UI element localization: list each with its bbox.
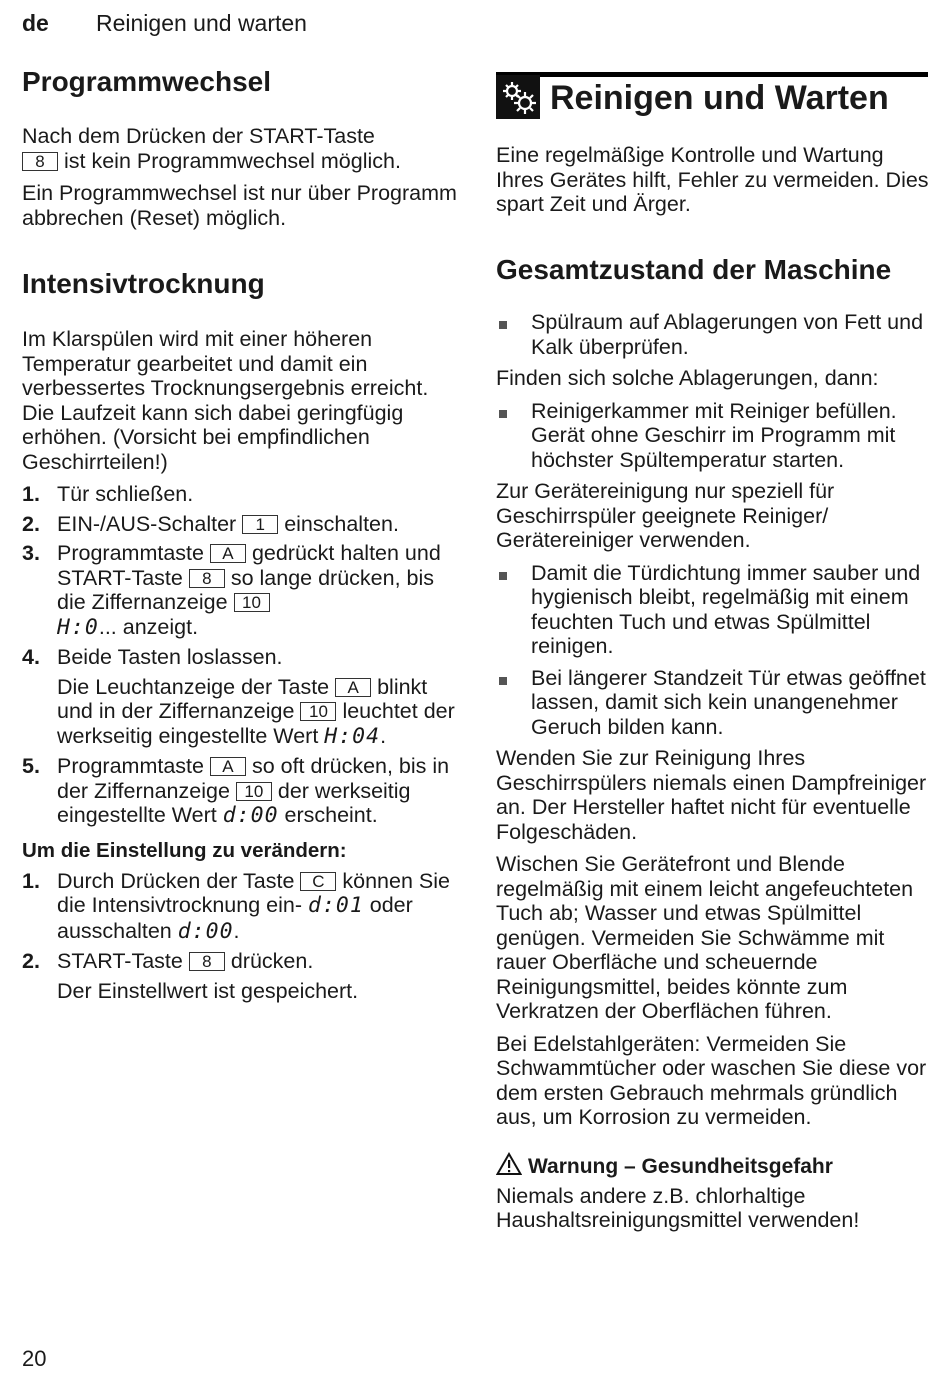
key-box: 10 [236, 782, 272, 801]
text: drücken. [230, 949, 314, 973]
key-box: A [210, 757, 246, 776]
display-code: H:04 [324, 723, 381, 749]
paragraph: Zur Gerätereinigung nur speziell für Geschirrspüler geeignete Reiniger/ Gerätereiniger verwenden. [496, 479, 835, 552]
key-box: 10 [234, 593, 270, 612]
key-box: C [300, 872, 336, 891]
text: so oft drücken, bis in der Ziffernanzeige [57, 754, 450, 803]
paragraph: Bei Edelstahlgeräten: Vermeiden Sie Schwammtücher oder waschen Sie diese vor dem ersten Gebrauch mehrmals gründlich aus, um Korrosion zu vermeiden. [496, 1031, 927, 1129]
text: der werkseitig eingestellte Wert [57, 778, 411, 827]
display-code: d:01 [308, 893, 364, 918]
list-item [22, 949, 462, 1003]
section-title-intensivtrocknung: Intensivtrocknung [22, 268, 265, 299]
text: ... anzeigt. [98, 614, 199, 639]
text: blinkt und in der Ziffernanzeige [57, 674, 428, 723]
key-box: A [210, 544, 246, 563]
bullet-icon [499, 321, 507, 329]
paragraph [22, 124, 462, 173]
step-number: 3. [22, 541, 40, 565]
change-steps-list [22, 869, 462, 1004]
gesamtzustand-body [496, 310, 936, 1241]
warning-title: Warnung – Gesundheitsgefahr [528, 1154, 833, 1178]
step-number: 1. [22, 868, 40, 893]
section-title-gesamtzustand: Gesamtzustand der Maschine [496, 254, 892, 285]
text: gedrückt halten und START-Taste [57, 541, 441, 590]
warning-triangle-icon [496, 1152, 522, 1182]
warning-title-row [496, 1152, 936, 1182]
paragraph: Wischen Sie Gerätefront und Blende regelmäßig mit einem leicht angefeuchteten Tuch ab; Wasser und etwas Spülmittel genügen. Vermeiden Sie Schwämme mit rauer Oberfläche und scheuernde Reinigungsmittel, beides könnte zum Verkratzen der Oberflächen führen. [496, 852, 914, 1023]
list-item [496, 666, 936, 740]
list-item [22, 645, 462, 749]
text: erscheint. [284, 803, 378, 827]
paragraph: Wenden Sie zur Reinigung Ihres Geschirrspülers niemals einen Dampfreiniger an. Der Hersteller haftet nicht für eventuelle Folgeschäden. [496, 746, 927, 844]
list-item [22, 512, 462, 537]
key-box: 8 [189, 569, 225, 588]
step-number: 1. [22, 482, 40, 506]
text: Reinigerkammer mit Reiniger befüllen. Gerät ohne Geschirr im Programm mit höchster Spültemperatur starten. [531, 398, 897, 472]
key-box: A [335, 678, 371, 697]
step-note [57, 675, 462, 750]
list-item [496, 310, 936, 359]
text: so lange drücken, bis die Ziffernanzeige [57, 565, 435, 614]
text: . [233, 918, 240, 943]
bullet-list [496, 399, 936, 473]
text: leuchtet der werkseitig eingestellte Wert [57, 699, 455, 748]
text: . [380, 723, 387, 748]
text: Nach dem Drücken der START-Taste [22, 124, 375, 148]
step-number: 2. [22, 949, 40, 973]
bullet-icon [499, 572, 507, 580]
text: Beide Tasten loslassen. [57, 645, 283, 669]
section-title-programmwechsel: Programmwechsel [22, 66, 271, 97]
intro-paragraph: Im Klarspülen wird mit einer höheren Temperatur gearbeitet und damit ein verbessertes Trocknungsergebnis erreicht. Die Laufzeit kann sich dabei geringfügig erhöhen. (Vorsicht bei empfindlichen Geschirrteilen!) [22, 327, 429, 474]
list-item [22, 754, 462, 829]
step-number: 5. [22, 754, 40, 778]
language-code: de [22, 10, 49, 36]
key-box: 10 [300, 702, 336, 721]
step-note: Der Einstellwert ist gespeichert. [57, 978, 359, 1003]
list-item [22, 482, 462, 507]
page-number: 20 [22, 1346, 47, 1371]
key-box: 1 [242, 515, 278, 534]
paragraph: Ein Programmwechsel ist nur über Programm abbrechen (Reset) möglich. [22, 181, 457, 230]
display-code: d:00 [177, 918, 234, 944]
text: Die Leuchtanzeige der Taste [57, 674, 330, 699]
display-code: H:0 [57, 614, 99, 640]
bullet-icon [499, 677, 507, 685]
paragraph: Finden sich solche Ablagerungen, dann: [496, 366, 879, 390]
main-title: Reinigen und Warten [550, 79, 889, 117]
page-header [22, 10, 307, 37]
programmwechsel-body [22, 124, 462, 238]
text: einschalten. [284, 511, 399, 536]
intensivtrocknung-body [22, 327, 462, 1008]
step-number: 4. [22, 645, 40, 669]
bullet-icon [499, 410, 507, 418]
step-number: 2. [22, 511, 40, 536]
text: Tür schließen. [57, 482, 194, 506]
steps-list [22, 482, 462, 829]
text: Bei längerer Standzeit Tür etwas geöffnet lassen, damit sich kein unangenehmer Geruch bilden kann. [531, 665, 926, 739]
list-item [496, 399, 936, 473]
list-item [22, 869, 462, 945]
text: Programmtaste [57, 754, 204, 778]
list-item [496, 561, 936, 659]
text: START-Taste [57, 949, 183, 973]
key-box: 8 [22, 152, 58, 171]
header-title: Reinigen und warten [96, 10, 307, 36]
right-intro [496, 143, 936, 225]
text: Spülraum auf Ablagerungen von Fett und Kalk überprüfen. [531, 310, 924, 359]
bullet-list [496, 561, 936, 740]
subtitle: Um die Einstellung zu verändern: [22, 838, 347, 862]
key-box: 8 [189, 952, 225, 971]
display-code: d:00 [222, 803, 279, 828]
warning-text: Niemals andere z.B. chlorhaltige Haushaltsreinigungsmittel verwenden! [496, 1183, 860, 1232]
gear-icon [496, 75, 540, 119]
text: ist kein Programmwechsel möglich. [63, 148, 401, 173]
warning-block [496, 1152, 936, 1233]
text: können Sie die Intensivtrocknung ein- [57, 868, 450, 917]
text: Programmtaste [57, 541, 204, 565]
text: EIN-/AUS-Schalter [57, 511, 237, 536]
text: oder ausschalten [57, 893, 413, 943]
bullet-list [496, 310, 936, 359]
text: Damit die Türdichtung immer sauber und hygienisch bleibt, regelmäßig mit einem feuchten Tuch und etwas Spülmittel reinigen. [531, 560, 921, 658]
intro-paragraph: Eine regelmäßige Kontrolle und Wartung Ihres Gerätes hilft, Fehler zu vermeiden. Dies spart Zeit und Ärger. [496, 143, 929, 216]
text: Durch Drücken der Taste [57, 868, 295, 893]
list-item [22, 541, 462, 640]
main-title-block [496, 72, 928, 117]
